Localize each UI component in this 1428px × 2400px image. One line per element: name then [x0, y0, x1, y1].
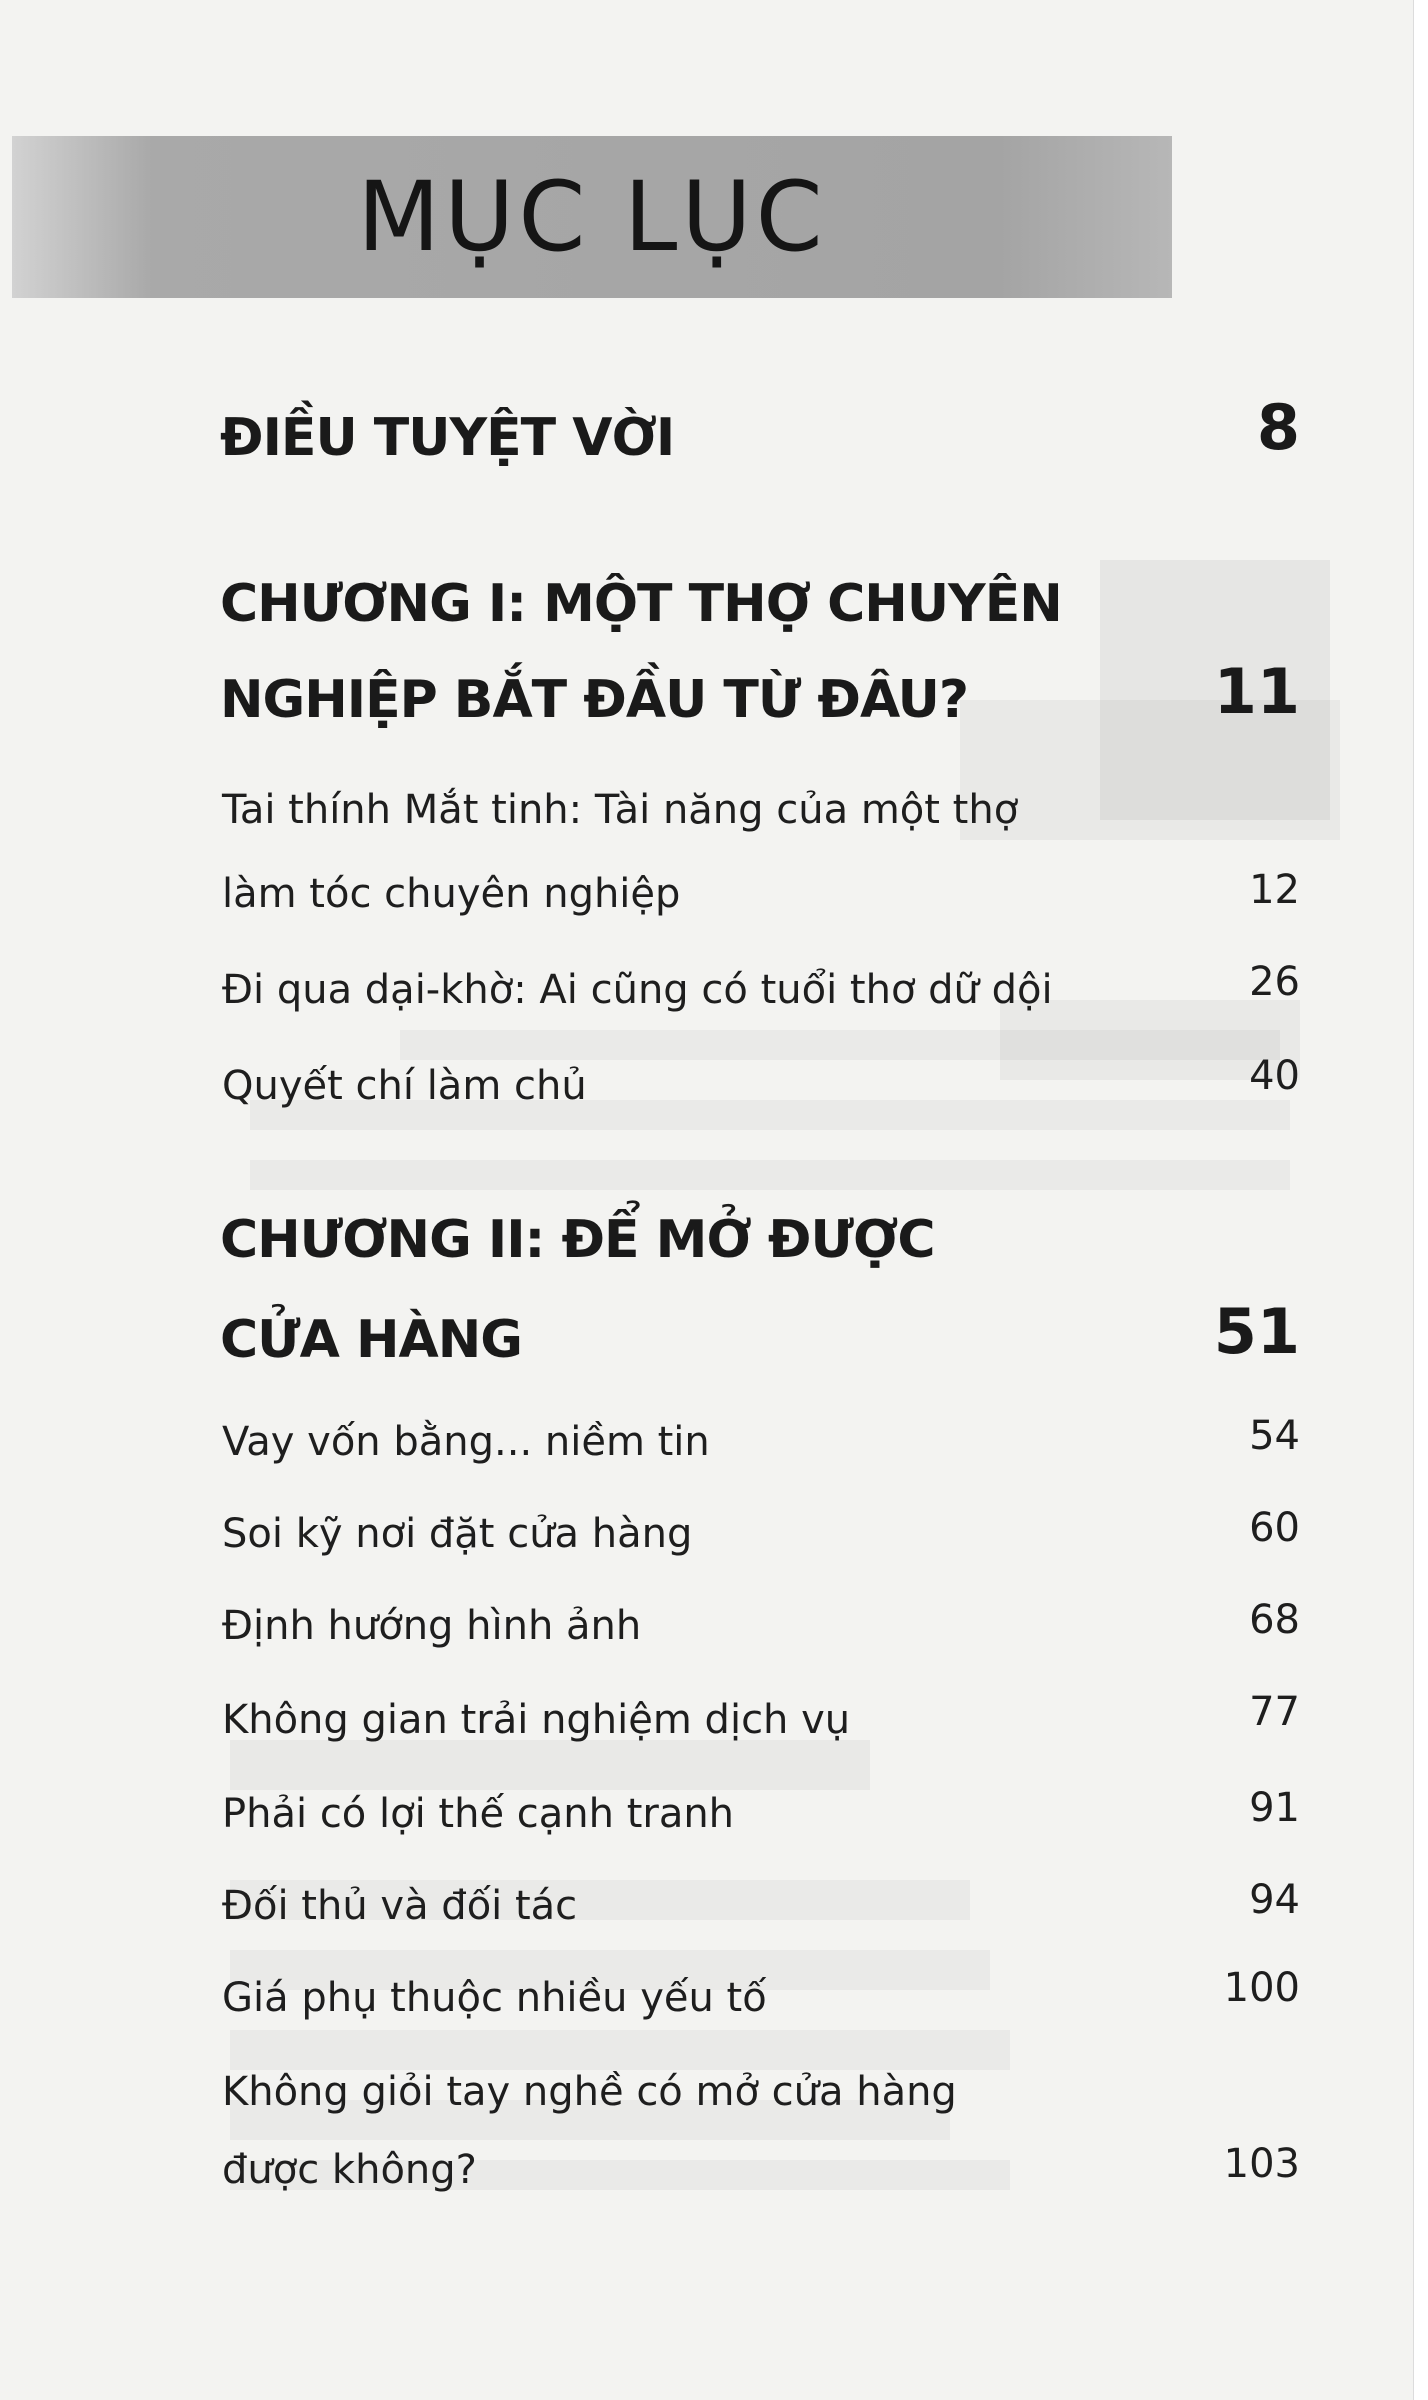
- toc-entry-line1: Soi kỹ nơi đặt cửa hàng: [222, 1511, 693, 1557]
- toc-entry-line2: làm tóc chuyên nghiệp: [222, 871, 681, 917]
- page-title: MỤC LỤC: [357, 161, 827, 273]
- toc-entry-page: 103: [1223, 2141, 1300, 2187]
- chapter1-title-line1: CHƯƠNG I: MỘT THỢ CHUYÊN: [220, 574, 1062, 634]
- toc-entry-page: 54: [1249, 1413, 1300, 1459]
- toc-entry-line1: Không gian trải nghiệm dịch vụ: [222, 1697, 851, 1743]
- toc-entry-line1: Quyết chí làm chủ: [222, 1063, 587, 1109]
- toc-entry-page: 68: [1249, 1597, 1300, 1643]
- toc-entry-page: 40: [1249, 1053, 1300, 1099]
- toc-entry-page: 100: [1223, 1965, 1300, 2011]
- toc-entry-page: 26: [1249, 959, 1300, 1005]
- chapter2-page: 51: [1213, 1295, 1300, 1368]
- toc-entry-line1: Đi qua dại-khờ: Ai cũng có tuổi thơ dữ dội: [222, 967, 1053, 1013]
- toc-entry-line1: Vay vốn bằng... niềm tin: [222, 1419, 710, 1465]
- toc-entry-line1: Giá phụ thuộc nhiều yếu tố: [222, 1975, 767, 2021]
- toc-entry-line2: được không?: [222, 2147, 477, 2193]
- toc-entry-line1: Đối thủ và đối tác: [222, 1883, 578, 1929]
- toc-entry-line1: Định hướng hình ảnh: [222, 1603, 642, 1649]
- toc-entry-page: 77: [1249, 1689, 1300, 1735]
- chapter1-title-line2: NGHIỆP BẮT ĐẦU TỪ ĐÂU?: [220, 670, 969, 730]
- toc-entry-line1: Không giỏi tay nghề có mở cửa hàng: [222, 2069, 957, 2115]
- chapter1-page: 11: [1213, 655, 1300, 728]
- toc-entry-page: 94: [1249, 1877, 1300, 1923]
- chapter2-title-line1: CHƯƠNG II: ĐỂ MỞ ĐƯỢC: [220, 1210, 935, 1270]
- toc-entry-line1: Tai thính Mắt tinh: Tài năng của một thợ: [222, 787, 1019, 833]
- toc-intro-page: 8: [1256, 391, 1300, 464]
- chapter2-title-line2: CỬA HÀNG: [220, 1310, 522, 1370]
- toc-entry-page: 12: [1249, 867, 1300, 913]
- toc-entry-page: 60: [1249, 1505, 1300, 1551]
- toc-entry-page: 91: [1249, 1785, 1300, 1831]
- toc-intro-title: ĐIỀU TUYỆT VỜI: [220, 408, 675, 468]
- toc-entry-line1: Phải có lợi thế cạnh tranh: [222, 1791, 735, 1837]
